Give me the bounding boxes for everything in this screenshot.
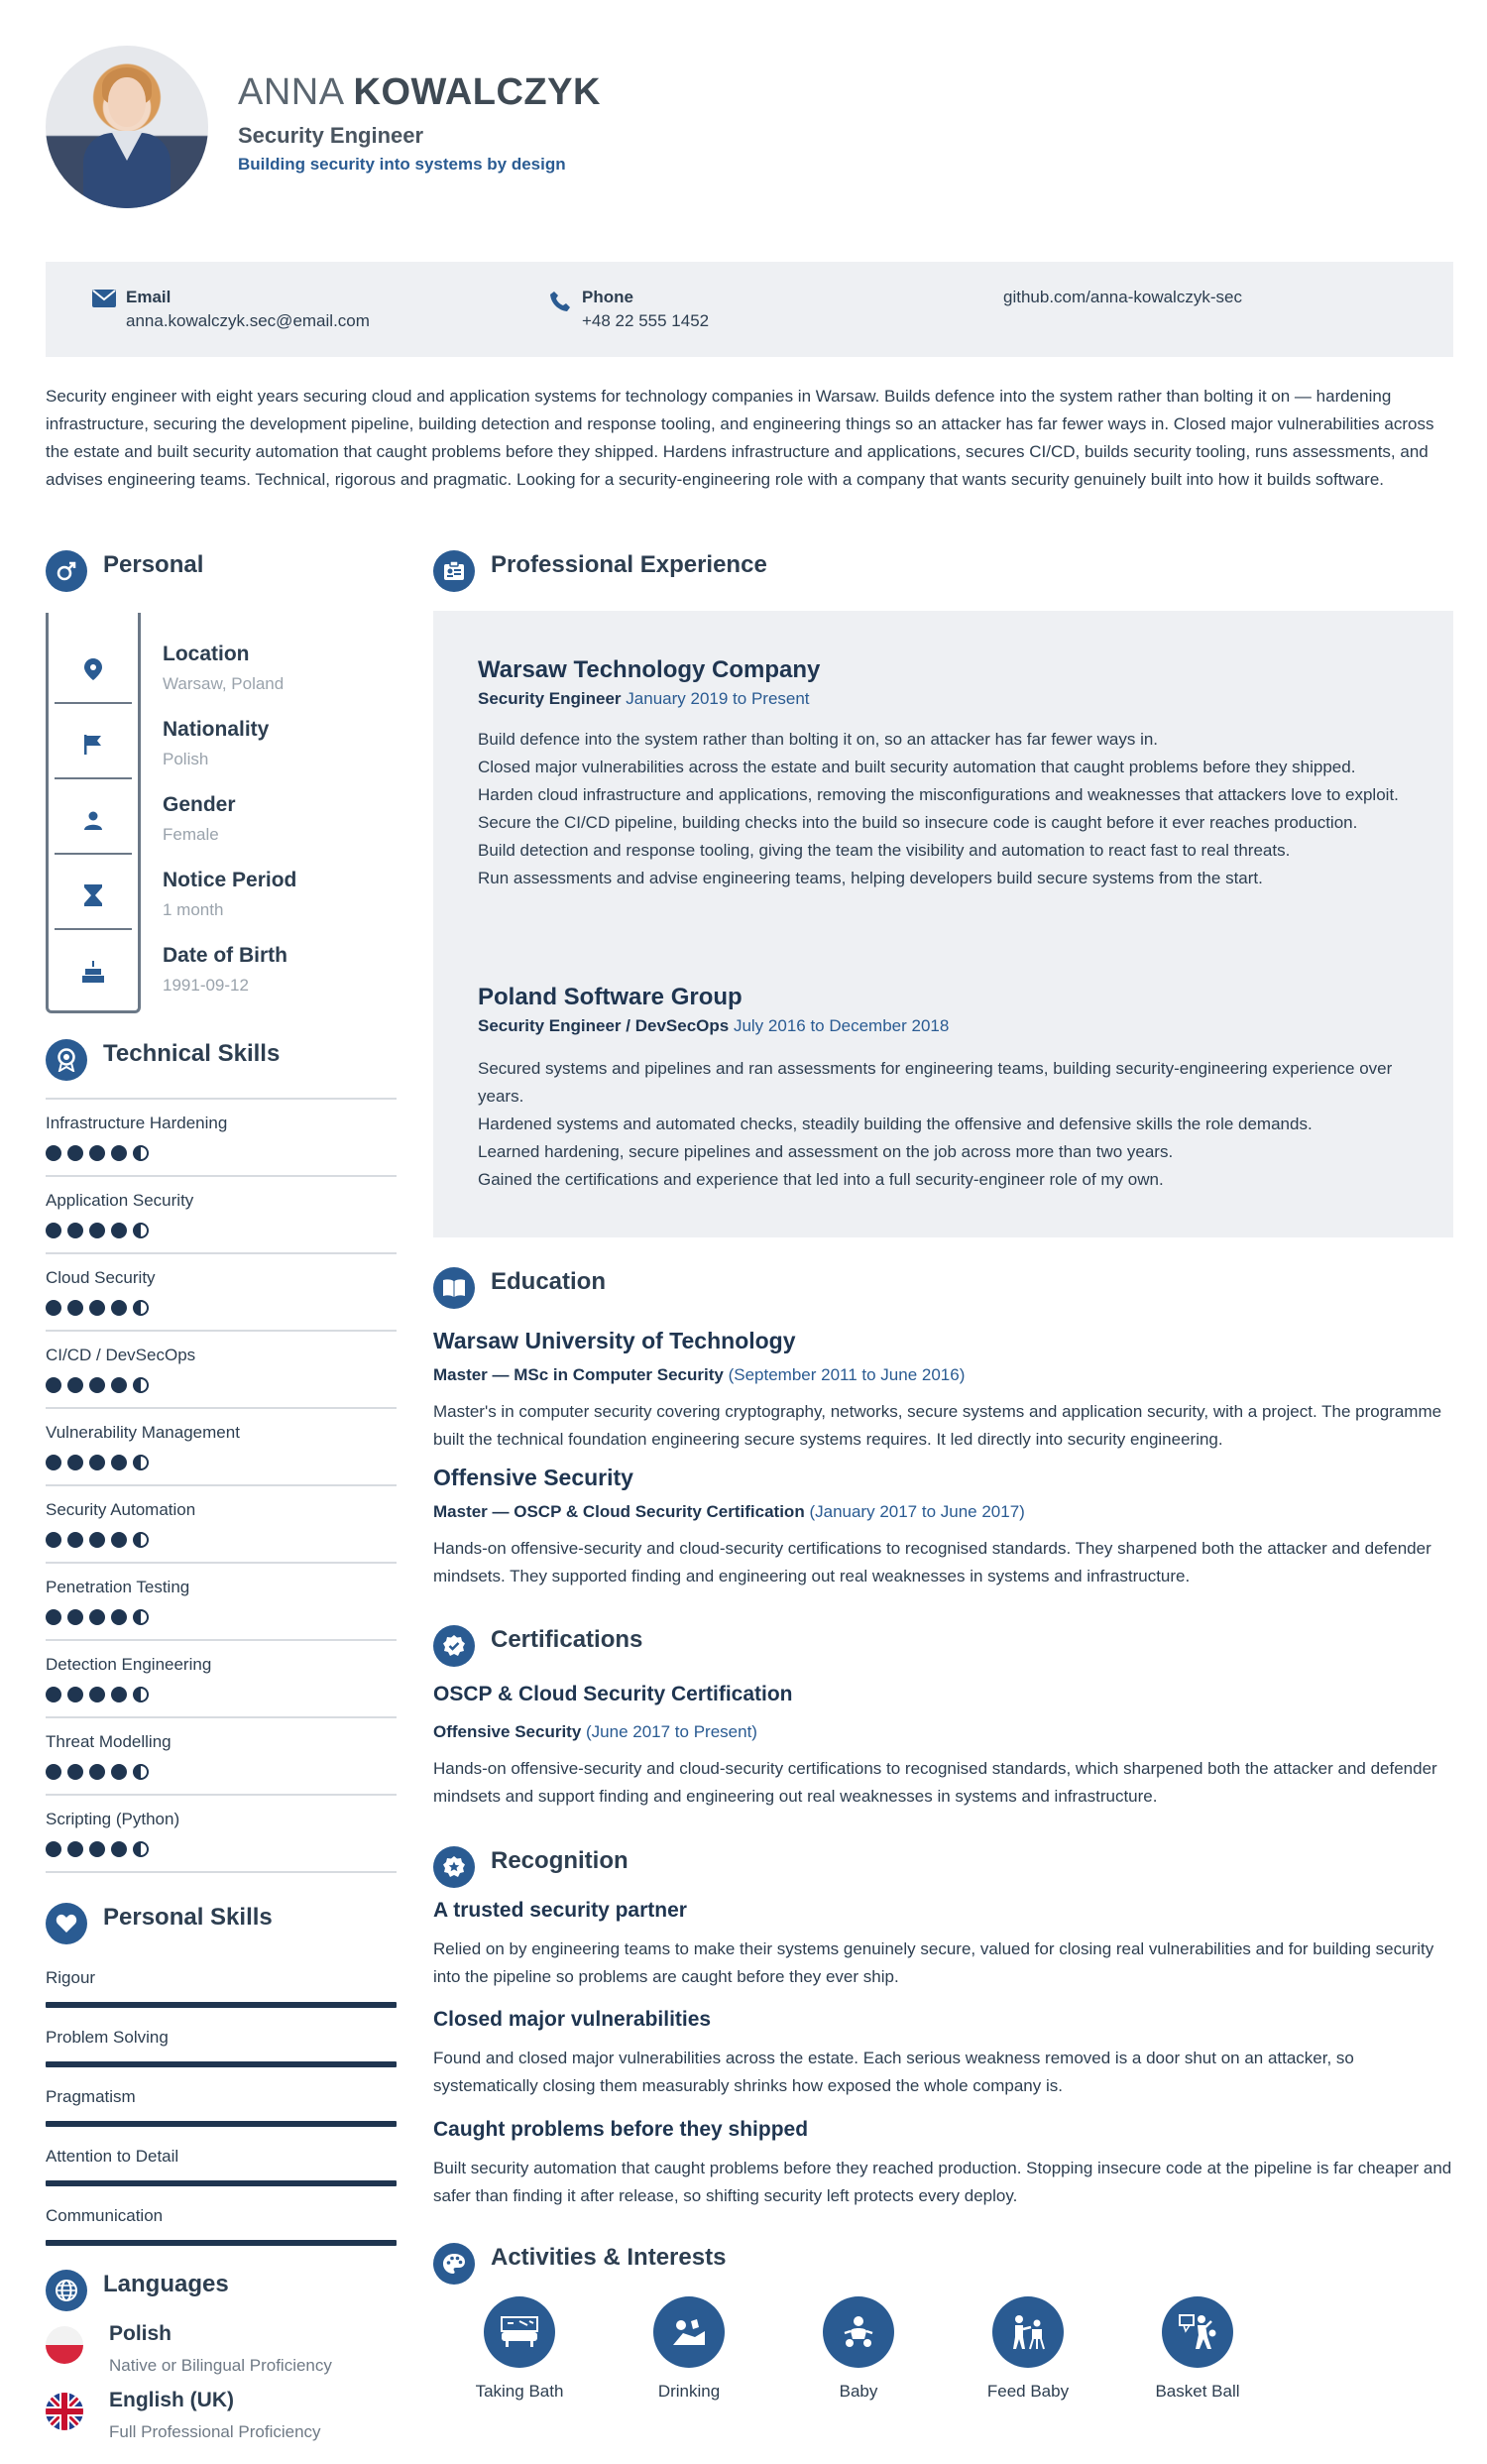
job-bullets — [478, 1055, 1420, 1194]
job-dates: July 2016 to December 2018 — [733, 1016, 950, 1035]
rating-dot — [67, 1841, 83, 1857]
education-degree-line — [433, 1502, 1025, 1522]
skill-rating — [46, 1687, 149, 1702]
feed-baby-icon — [992, 2296, 1064, 2368]
personal-skill-bar — [46, 2121, 397, 2127]
rating-dot — [133, 1764, 149, 1780]
education-degree: Master — MSc in Computer Security — [433, 1365, 724, 1384]
skill-name: Infrastructure Hardening — [46, 1114, 228, 1132]
gender-symbol-icon — [46, 550, 87, 592]
rating-dot — [89, 1145, 105, 1161]
rating-dot — [89, 1223, 105, 1238]
id-badge-icon — [433, 550, 475, 592]
rating-dot — [67, 1300, 83, 1316]
personal-skill-name: Pragmatism — [46, 2087, 136, 2106]
rating-dot — [46, 1764, 61, 1780]
rating-dot — [111, 1532, 127, 1548]
recognition-title: Caught problems before they shipped — [433, 2118, 809, 2141]
contact-github — [1003, 288, 1242, 307]
education-dates: (September 2011 to June 2016) — [728, 1365, 966, 1384]
education-school: Warsaw University of Technology — [433, 1328, 796, 1353]
rating-dot — [133, 1687, 149, 1702]
rating-dot — [67, 1687, 83, 1702]
skill-name: Security Automation — [46, 1500, 196, 1519]
rating-dot — [67, 1145, 83, 1161]
job-bullet: Harden cloud infrastructure and applications, removing the misconfigurations and weaknesses that attackers love to exploit. — [478, 785, 1399, 804]
rating-dot — [67, 1532, 83, 1548]
job-bullet: Build defence into the system rather than bolting it on, so an attacker has far fewer ways in. — [478, 730, 1159, 749]
certificate-badge-icon — [433, 1625, 475, 1667]
personal-skills-heading: Personal Skills — [103, 1904, 273, 1931]
personal-skill-item — [46, 2206, 397, 2266]
certification-dates: (June 2017 to Present) — [586, 1722, 757, 1741]
skill-name: Application Security — [46, 1191, 194, 1210]
job-bullet: Secure the CI/CD pipeline, building checks into the build so insecure code is caught before it ever reaches production. — [478, 813, 1358, 832]
job-bullets — [478, 726, 1420, 892]
activity-label: Feed Baby — [986, 2382, 1070, 2401]
rating-dot — [46, 1300, 61, 1316]
personal-skill-item — [46, 2087, 397, 2147]
personal-label-gender: Gender — [163, 793, 236, 816]
personal-value-nationality: Polish — [163, 750, 209, 768]
skill-name: Scripting (Python) — [46, 1810, 180, 1828]
rating-dot — [46, 1145, 61, 1161]
job-bullet: Gained the certifications and experience that led into a full security-engineer role of my own. — [478, 1170, 1164, 1189]
activity-item — [455, 2296, 584, 2402]
skill-rating — [46, 1532, 149, 1548]
rating-dot — [67, 1455, 83, 1470]
rating-dot — [133, 1223, 149, 1238]
recognition-title: A trusted security partner — [433, 1899, 687, 1922]
rating-dot — [89, 1377, 105, 1393]
personal-value-location: Warsaw, Poland — [163, 674, 285, 693]
skill-item — [46, 1252, 397, 1330]
rating-dot — [133, 1532, 149, 1548]
certification-issuer: Offensive Security — [433, 1722, 582, 1741]
experience-heading: Professional Experience — [491, 551, 767, 578]
certification-title: OSCP & Cloud Security Certification — [433, 1683, 793, 1705]
tagline: Building security into systems by design — [238, 155, 566, 174]
personal-skill-name: Communication — [46, 2206, 164, 2225]
email-icon — [92, 290, 116, 307]
job-bullet: Build detection and response tooling, giving the team the visibility and automation to react fast to real threats. — [478, 841, 1291, 860]
language-level: Native or Bilingual Proficiency — [109, 2356, 332, 2375]
cake-icon — [55, 938, 132, 1005]
personal-skill-bar — [46, 2180, 397, 2186]
globe-icon — [46, 2270, 87, 2311]
rating-dot — [111, 1455, 127, 1470]
skill-item — [46, 1098, 397, 1175]
poland-flag-icon — [46, 2326, 83, 2364]
certifications-heading: Certifications — [491, 1626, 643, 1653]
rating-dot — [89, 1841, 105, 1857]
map-pin-icon — [55, 637, 132, 704]
language-name: Polish — [109, 2322, 172, 2345]
job-bullet: Hardened systems and automated checks, steadily building the offensive and defensive skills the role demands. — [478, 1115, 1313, 1133]
education-dates: (January 2017 to June 2017) — [809, 1502, 1025, 1521]
skill-item — [46, 1330, 397, 1407]
rating-dot — [111, 1841, 127, 1857]
award-icon — [46, 1039, 87, 1081]
personal-label-dob: Date of Birth — [163, 944, 287, 967]
job-bullet: Run assessments and advise engineering teams, helping developers build secure systems from the start. — [478, 869, 1263, 887]
palette-icon — [433, 2243, 475, 2285]
activities-heading: Activities & Interests — [491, 2244, 727, 2271]
skill-name: CI/CD / DevSecOps — [46, 1346, 196, 1364]
rating-dot — [46, 1455, 61, 1470]
activity-label: Taking Bath — [475, 2382, 564, 2401]
phone-value[interactable]: +48 22 555 1452 — [582, 311, 710, 330]
rating-dot — [46, 1223, 61, 1238]
recognition-heading: Recognition — [491, 1847, 629, 1874]
job-bullet: Closed major vulnerabilities across the estate and built security automation that caught problems before they shipped. — [478, 758, 1356, 776]
education-degree-line — [433, 1365, 965, 1385]
personal-label-nationality: Nationality — [163, 718, 270, 741]
rating-dot — [46, 1841, 61, 1857]
skill-rating — [46, 1764, 149, 1780]
rating-dot — [67, 1609, 83, 1625]
rating-dot — [89, 1300, 105, 1316]
education-school: Offensive Security — [433, 1465, 633, 1490]
hourglass-icon — [55, 863, 132, 930]
rating-dot — [111, 1764, 127, 1780]
recognition-desc: Built security automation that caught problems before they reached production. Stopping insecure code at the pipeline is far cheaper and safer than finding it after release, so shifting security left protects every deploy. — [433, 2159, 1452, 2205]
certification-issuer-line — [433, 1722, 757, 1742]
rating-dot — [89, 1532, 105, 1548]
job-company: Warsaw Technology Company — [478, 656, 821, 683]
rating-dot — [111, 1223, 127, 1238]
activity-item — [794, 2296, 923, 2402]
contact-email — [126, 288, 370, 331]
personal-value-dob: 1991-09-12 — [163, 976, 249, 995]
skill-rating — [46, 1223, 149, 1238]
recognition-desc: Found and closed major vulnerabilities across the estate. Each serious weakness removed is a door shut on an attacker, so systematically closing them measurably shrinks how exposed the whole company is. — [433, 2049, 1354, 2095]
job-role: Security Engineer — [478, 689, 622, 708]
rating-dot — [89, 1455, 105, 1470]
skill-name: Detection Engineering — [46, 1655, 212, 1674]
job-role: Security Engineer / DevSecOps — [478, 1016, 730, 1035]
activity-item — [1133, 2296, 1262, 2402]
rating-dot — [67, 1764, 83, 1780]
skill-rating — [46, 1300, 149, 1316]
personal-value-notice: 1 month — [163, 900, 224, 919]
rating-dot — [111, 1145, 127, 1161]
rating-dot — [111, 1300, 127, 1316]
personal-value-gender: Female — [163, 825, 219, 844]
profile-summary: Security engineer with eight years securing cloud and application systems for technology companies in Warsaw. Builds defence into the system rather than bolting it on — hardening infrastructure, securing the development pipeline, building detection and response tooling, and engineering things so an attacker has far fewer ways in. Closed major vulnerabilities across the estate and built security automation that caught problems before they shipped. Hardens infrastructure and applications, secures CI/CD, builds security tooling, runs assessments, and advises engineering teams. Technical, rigorous and pragmatic. Looking for a security-engineering role with a company that wants security genuinely built into how it builds software. — [46, 387, 1434, 489]
job-company: Poland Software Group — [478, 984, 743, 1010]
rating-dot — [67, 1223, 83, 1238]
bathtub-icon — [484, 2296, 555, 2368]
skill-rating — [46, 1841, 149, 1857]
skill-name: Vulnerability Management — [46, 1423, 240, 1442]
rating-dot — [111, 1609, 127, 1625]
resume-header — [46, 46, 1453, 209]
skill-rating — [46, 1377, 149, 1393]
job-role-line — [478, 1016, 949, 1036]
skill-item — [46, 1562, 397, 1639]
education-degree: Master — OSCP & Cloud Security Certification — [433, 1502, 805, 1521]
skill-item — [46, 1794, 397, 1873]
recognition-desc: Relied on by engineering teams to make their systems genuinely secure, valued for closing real vulnerabilities and for building security into the pipeline so problems are caught before they ever ship. — [433, 1939, 1434, 1986]
rating-dot — [133, 1145, 149, 1161]
education-desc: Hands-on offensive-security and cloud-security certifications to recognised standards. They sharpened both the attacker and defender mindsets. They supported finding and engineering out real weaknesses in systems and infrastructure. — [433, 1539, 1431, 1585]
uk-flag-icon — [46, 2393, 83, 2430]
language-name: English (UK) — [109, 2389, 234, 2411]
recognition-title: Closed major vulnerabilities — [433, 2008, 712, 2031]
star-badge-icon — [433, 1846, 475, 1888]
rating-dot — [133, 1609, 149, 1625]
rating-dot — [133, 1841, 149, 1857]
rating-dot — [67, 1377, 83, 1393]
rating-dot — [133, 1455, 149, 1470]
rating-dot — [89, 1764, 105, 1780]
rating-dot — [46, 1687, 61, 1702]
personal-skill-item — [46, 1968, 397, 2028]
rating-dot — [133, 1377, 149, 1393]
skill-item — [46, 1407, 397, 1484]
personal-skill-name: Attention to Detail — [46, 2147, 179, 2166]
book-icon — [433, 1267, 475, 1309]
skill-item — [46, 1175, 397, 1252]
avatar — [46, 46, 208, 208]
education-heading: Education — [491, 1268, 607, 1295]
skill-name: Threat Modelling — [46, 1732, 172, 1751]
phone-icon — [548, 290, 572, 313]
personal-heading: Personal — [103, 551, 204, 578]
github-link[interactable]: github.com/anna-kowalczyk-sec — [1003, 288, 1242, 306]
job-title: Security Engineer — [238, 123, 424, 148]
language-level: Full Professional Proficiency — [109, 2422, 321, 2441]
contact-bar — [46, 262, 1453, 357]
certification-desc: Hands-on offensive-security and cloud-security certifications to recognised standards, which sharpened both the attacker and defender mindsets and support finding and engineering out real weaknesses in systems and infrastructure. — [433, 1759, 1437, 1806]
baby-icon — [823, 2296, 894, 2368]
personal-skill-item — [46, 2028, 397, 2087]
personal-skill-bar — [46, 2240, 397, 2246]
activity-label: Basket Ball — [1155, 2382, 1240, 2401]
personal-skill-name: Rigour — [46, 1968, 96, 1987]
skill-name: Cloud Security — [46, 1268, 156, 1287]
rating-dot — [111, 1687, 127, 1702]
skill-rating — [46, 1455, 149, 1470]
technical-skills-heading: Technical Skills — [103, 1040, 281, 1067]
languages-heading: Languages — [103, 2271, 229, 2297]
personal-skill-bar — [46, 2061, 397, 2067]
email-value[interactable]: anna.kowalczyk.sec@email.com — [126, 311, 370, 330]
skill-rating — [46, 1609, 149, 1625]
rating-dot — [89, 1609, 105, 1625]
personal-label-location: Location — [163, 643, 250, 665]
personal-skill-bar — [46, 2002, 397, 2008]
education-desc: Master's in computer security covering cryptography, networks, secure systems and application security, with a project. The programme built the technical foundation engineering secure systems requires. It led directly into security engineering. — [433, 1402, 1442, 1449]
full-name: ANNA KOWALCZYK — [238, 71, 601, 113]
contact-phone — [582, 288, 709, 331]
activity-label: Baby — [839, 2382, 878, 2401]
rating-dot — [89, 1687, 105, 1702]
job-bullet: Secured systems and pipelines and ran assessments for engineering teams, building security-engineering experience over years. — [478, 1059, 1393, 1106]
skill-item — [46, 1639, 397, 1716]
rating-dot — [133, 1300, 149, 1316]
job-bullet: Learned hardening, secure pipelines and assessment on the job across more than two years. — [478, 1142, 1174, 1161]
drinking-icon — [653, 2296, 725, 2368]
job-dates: January 2019 to Present — [626, 689, 810, 708]
activity-item — [625, 2296, 753, 2402]
activity-label: Drinking — [657, 2382, 721, 2401]
skill-item — [46, 1716, 397, 1794]
activity-item — [964, 2296, 1092, 2402]
skill-name: Penetration Testing — [46, 1578, 190, 1596]
job-role-line — [478, 689, 810, 709]
basketball-icon — [1162, 2296, 1233, 2368]
personal-skill-name: Problem Solving — [46, 2028, 169, 2047]
personal-skill-item — [46, 2147, 397, 2206]
person-icon — [55, 787, 132, 855]
email-label: Email — [126, 288, 172, 306]
rating-dot — [111, 1377, 127, 1393]
personal-label-notice: Notice Period — [163, 869, 297, 891]
flag-icon — [55, 712, 132, 779]
heart-icon — [46, 1903, 87, 1944]
rating-dot — [46, 1609, 61, 1625]
rating-dot — [46, 1532, 61, 1548]
skill-rating — [46, 1145, 149, 1161]
phone-label: Phone — [582, 288, 633, 306]
rating-dot — [46, 1377, 61, 1393]
skill-item — [46, 1484, 397, 1562]
